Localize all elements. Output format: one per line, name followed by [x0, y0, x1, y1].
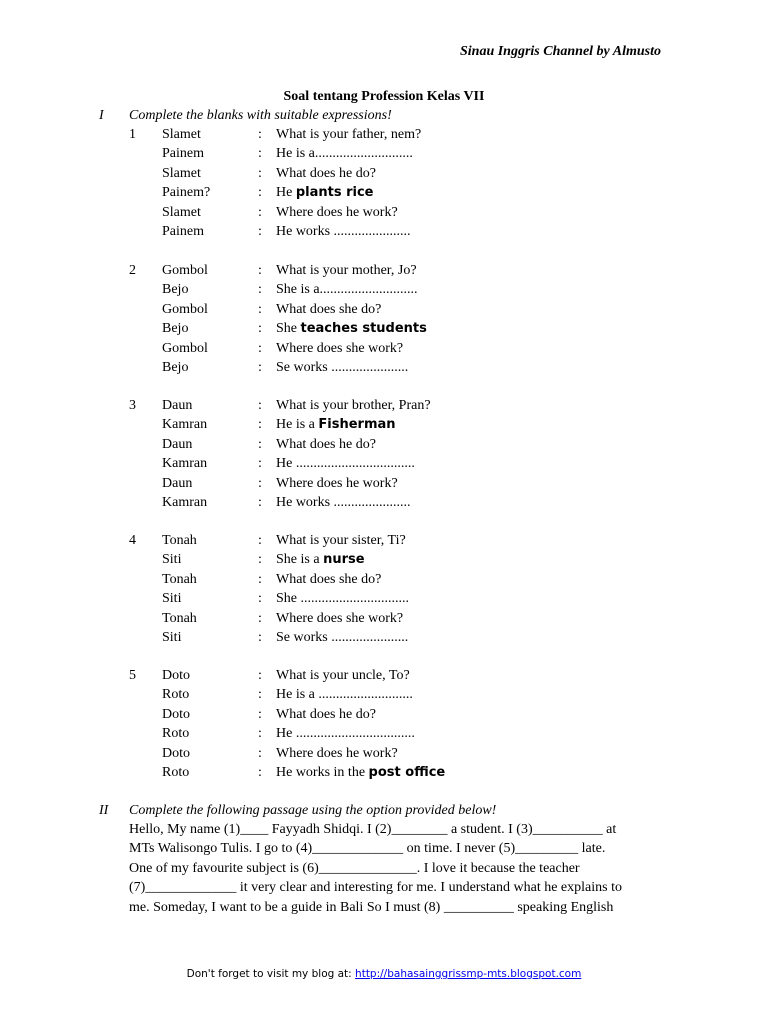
answer-keyword: teaches students: [300, 321, 427, 337]
dialogue-row: [129, 474, 431, 493]
dialogue-line: What is your father, nem?: [276, 127, 422, 142]
answer-keyword: plants rice: [295, 185, 374, 201]
dialogue-line: He ..................................: [276, 456, 415, 472]
speaker-name: Gombol: [162, 340, 208, 356]
colon-separator: :: [258, 687, 262, 703]
section-2-numeral: II: [99, 803, 109, 818]
speaker-name: Tonah: [162, 571, 197, 587]
dialogue-line: Where does he work?: [276, 745, 398, 761]
speaker-name: Daun: [162, 398, 193, 413]
dialogue-group: [129, 666, 445, 782]
dialogue-row: [129, 144, 421, 163]
colon-separator: :: [258, 436, 262, 452]
colon-separator: :: [258, 764, 262, 780]
dialogue-row: [129, 550, 409, 569]
dialogue-row: [129, 685, 445, 704]
colon-separator: :: [258, 456, 262, 472]
dialogue-row: [129, 628, 409, 647]
dialogue-line: What is your uncle, To?: [276, 668, 410, 683]
dialogue-line: What does she do?: [276, 571, 382, 587]
dialogue-row: [129, 763, 445, 782]
colon-separator: :: [258, 282, 262, 298]
colon-separator: :: [258, 321, 262, 337]
speaker-name: Painem: [162, 223, 204, 239]
colon-separator: :: [258, 223, 262, 239]
dialogue-line: He works ......................: [276, 494, 411, 510]
section-1-numeral: I: [99, 108, 104, 123]
dialogue-line: He is a ...........................: [276, 687, 413, 703]
question-number: 5: [129, 668, 136, 683]
colon-separator: :: [258, 417, 262, 433]
dialogue-group: [129, 125, 421, 241]
answer-keyword: nurse: [323, 552, 365, 568]
blog-link[interactable]: http://bahasainggrissmp-mts.blogspot.com: [355, 968, 582, 980]
dialogue-line: He is a............................: [276, 146, 413, 162]
speaker-name: Roto: [162, 687, 190, 703]
speaker-name: Gombol: [162, 263, 208, 278]
colon-separator: :: [258, 475, 262, 491]
dialogue-row: [129, 183, 421, 202]
passage-line: MTs Walisongo Tulis. I go to (4)_____________ on time. I never (5)_________ late.: [129, 841, 606, 857]
dialogue-row: [129, 339, 427, 358]
dialogue-row: [129, 435, 431, 454]
dialogue-line: What is your sister, Ti?: [276, 533, 406, 548]
colon-separator: :: [258, 552, 262, 568]
speaker-name: Slamet: [162, 127, 201, 142]
speaker-name: Tonah: [162, 610, 197, 626]
dialogue-line: Se works ......................: [276, 629, 409, 645]
dialogue-row: [129, 222, 421, 241]
dialogue-row: [129, 609, 409, 628]
dialogue-line: [276, 319, 427, 338]
colon-separator: :: [258, 263, 262, 278]
colon-separator: :: [258, 533, 262, 548]
dialogue-row: [129, 493, 431, 512]
colon-separator: :: [258, 146, 262, 162]
dialogue-row: [129, 570, 409, 589]
dialogue-line: [276, 550, 365, 569]
speaker-name: Daun: [162, 436, 193, 452]
speaker-name: Bejo: [162, 359, 189, 375]
colon-separator: :: [258, 165, 262, 181]
speaker-name: Siti: [162, 591, 182, 607]
speaker-name: Kamran: [162, 456, 208, 472]
speaker-name: Kamran: [162, 494, 208, 510]
dialogue-line: What does he do?: [276, 165, 376, 181]
dialogue-line: Where does she work?: [276, 340, 404, 356]
speaker-name: Doto: [162, 745, 190, 761]
speaker-name: Kamran: [162, 417, 208, 433]
dialogue-row: [129, 358, 427, 377]
passage-line: (7)_____________ it very clear and interesting for me. I understand what he explains to: [129, 880, 622, 896]
dialogue-row: [129, 724, 445, 743]
dialogue-line: What does she do?: [276, 301, 382, 317]
question-number: 4: [129, 533, 136, 548]
dialogue-row: [129, 396, 431, 415]
speaker-name: Painem?: [162, 185, 211, 201]
dialogue-row: [129, 589, 409, 608]
speaker-name: Roto: [162, 764, 190, 780]
dialogue-line-text: He is a: [276, 417, 319, 433]
passage-line: me. Someday, I want to be a guide in Bali So I must (8) __________ speaking English: [129, 899, 614, 915]
dialogue-group: [129, 396, 431, 512]
dialogue-group: [129, 531, 409, 647]
colon-separator: :: [258, 571, 262, 587]
dialogue-line-text: He works in the: [276, 764, 369, 780]
dialogue-row: [129, 261, 427, 280]
dialogue-row: [129, 744, 445, 763]
speaker-name: Slamet: [162, 165, 201, 181]
colon-separator: :: [258, 629, 262, 645]
dialogue-line: [276, 183, 374, 202]
answer-keyword: Fisherman: [318, 417, 396, 433]
colon-separator: :: [258, 204, 262, 220]
dialogue-row: [129, 531, 409, 550]
speaker-name: Tonah: [162, 533, 197, 548]
dialogue-row: [129, 415, 431, 434]
speaker-name: Gombol: [162, 301, 208, 317]
question-number: 1: [129, 127, 136, 142]
speaker-name: Bejo: [162, 321, 189, 337]
dialogue-line: She ...............................: [276, 591, 409, 607]
colon-separator: :: [258, 668, 262, 683]
dialogue-row: [129, 705, 445, 724]
speaker-name: Doto: [162, 668, 190, 683]
dialogue-row: [129, 203, 421, 222]
passage: [129, 820, 689, 917]
dialogue-line-text: She is a: [276, 552, 324, 568]
colon-separator: :: [258, 340, 262, 356]
speaker-name: Doto: [162, 706, 190, 722]
dialogue-row: [129, 125, 421, 144]
dialogue-line: Se works ......................: [276, 359, 409, 375]
footer: [0, 965, 768, 984]
speaker-name: Slamet: [162, 204, 201, 220]
colon-separator: :: [258, 494, 262, 510]
footer-text: Don't forget to visit my blog at:: [186, 968, 356, 980]
speaker-name: Daun: [162, 475, 193, 491]
speaker-name: Siti: [162, 552, 182, 568]
passage-line: Hello, My name (1)____ Fayyadh Shidqi. I (2)________ a student. I (3)__________ at: [129, 822, 617, 837]
speaker-name: Roto: [162, 726, 190, 742]
speaker-name: Bejo: [162, 282, 189, 298]
dialogue-line: What does he do?: [276, 436, 376, 452]
section-1-heading: [99, 106, 392, 125]
dialogue-group: [129, 261, 427, 377]
colon-separator: :: [258, 726, 262, 742]
speaker-name: Painem: [162, 146, 204, 162]
question-number: 2: [129, 263, 136, 278]
dialogue-row: [129, 319, 427, 338]
section-2-heading: [99, 801, 496, 820]
dialogue-line: What does he do?: [276, 706, 376, 722]
colon-separator: :: [258, 591, 262, 607]
dialogue-line: He works ......................: [276, 223, 411, 239]
dialogue-row: [129, 300, 427, 319]
dialogue-row: [129, 666, 445, 685]
dialogue-line: He ..................................: [276, 726, 415, 742]
dialogue-line: [276, 415, 396, 434]
passage-line: One of my favourite subject is (6)______________. I love it because the teacher: [129, 860, 580, 876]
dialogue-row: [129, 280, 427, 299]
dialogue-line: [276, 763, 445, 782]
dialogue-line: Where does she work?: [276, 610, 404, 626]
colon-separator: :: [258, 706, 262, 722]
question-number: 3: [129, 398, 136, 413]
colon-separator: :: [258, 745, 262, 761]
page-title: Soal tentang Profession Kelas VII: [283, 89, 485, 104]
colon-separator: :: [258, 127, 262, 142]
dialogue-line-text: He: [276, 185, 296, 201]
dialogue-line: Where does he work?: [276, 475, 398, 491]
speaker-name: Siti: [162, 629, 182, 645]
dialogue-line: What is your brother, Pran?: [276, 398, 431, 413]
section-1-instruction: Complete the blanks with suitable expressions!: [129, 108, 392, 123]
dialogue-row: [129, 454, 431, 473]
colon-separator: :: [258, 301, 262, 317]
answer-keyword: post office: [368, 764, 446, 780]
dialogue-line: She is a............................: [276, 282, 418, 298]
dialogue-row: [129, 164, 421, 183]
colon-separator: :: [258, 398, 262, 413]
colon-separator: :: [258, 185, 262, 201]
dialogue-line: Where does he work?: [276, 204, 398, 220]
section-2-instruction: Complete the following passage using the option provided below!: [129, 803, 497, 818]
dialogue-line: What is your mother, Jo?: [276, 263, 417, 278]
colon-separator: :: [258, 610, 262, 626]
dialogue-line-text: She: [276, 321, 301, 337]
colon-separator: :: [258, 359, 262, 375]
channel-header: Sinau Inggris Channel by Almusto: [459, 44, 661, 59]
